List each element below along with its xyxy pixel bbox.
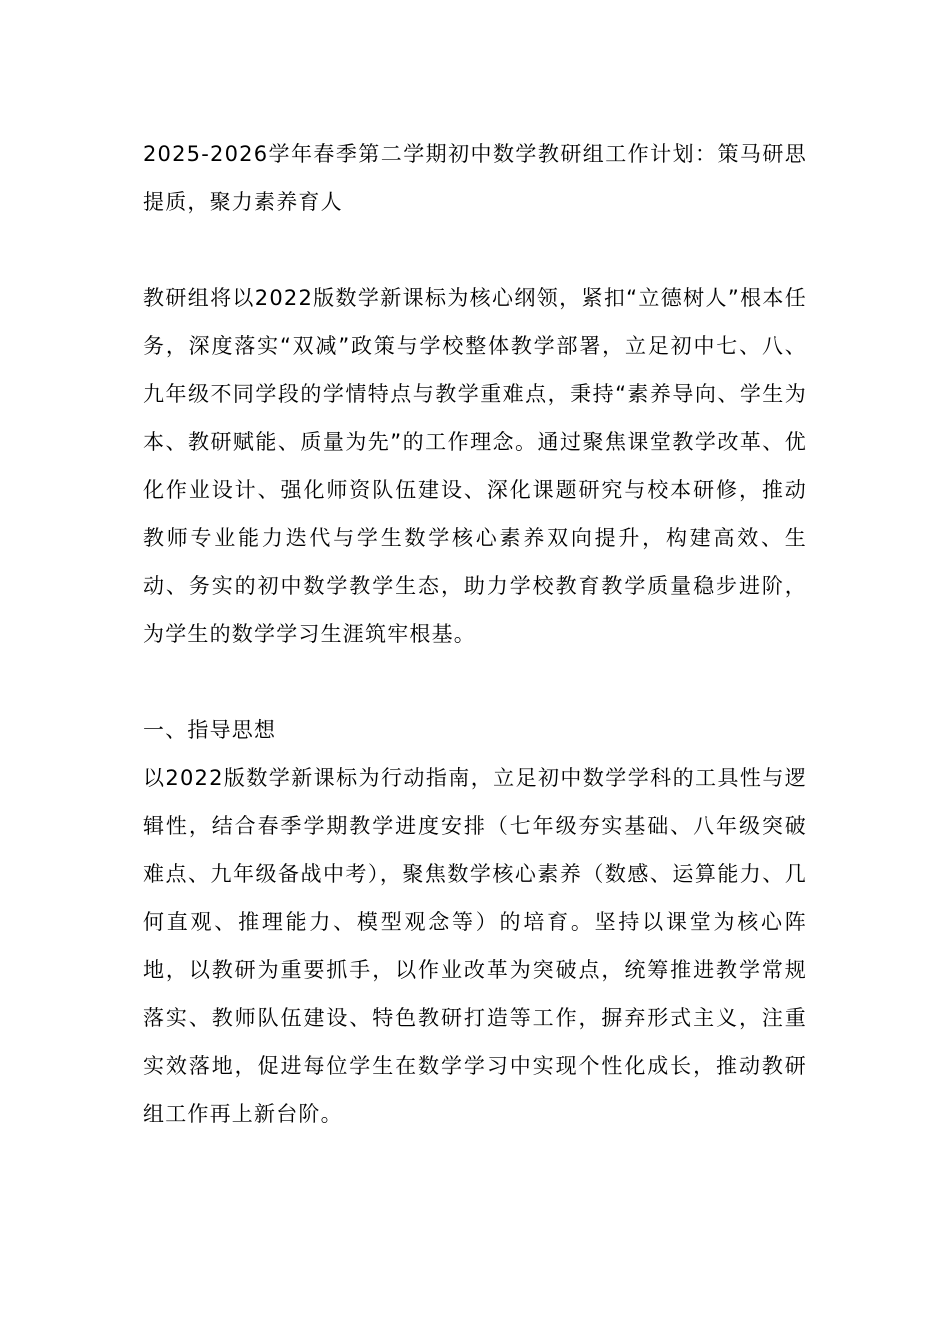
spacer	[143, 226, 807, 274]
document-title: 2025-2026学年春季第二学期初中数学教研组工作计划：策马研思提质，聚力素养育人	[143, 142, 807, 214]
section-body: 以2022版数学新课标为行动指南，立足初中数学学科的工具性与逻辑性，结合春季学期教学进度安排（七年级夯实基础、八年级突破难点、九年级备战中考），聚焦数学核心素养（数感、运算能力、几何直观、推理能力、模型观念等）的培育。坚持以课堂为核心阵地，以教研为重要抓手，以作业改革为突破点，统筹推进教学常规落实、教师队伍建设、特色教研打造等工作，摒弃形式主义，注重实效落地，促进每位学生在数学学习中实现个性化成长，推动教研组工作再上新台阶。	[143, 766, 807, 1126]
spacer	[143, 658, 807, 706]
document-page	[143, 130, 807, 1138]
intro-paragraph: 教研组将以2022版数学新课标为核心纲领，紧扣“立德树人”根本任务，深度落实“双减”政策与学校整体教学部署，立足初中七、八、九年级不同学段的学情特点与教学重难点，秉持“素养导向、学生为本、教研赋能、质量为先”的工作理念。通过聚焦课堂教学改革、优化作业设计、强化师资队伍建设、深化课题研究与校本研修，推动教师专业能力迭代与学生数学核心素养双向提升，构建高效、生动、务实的初中数学教学生态，助力学校教育教学质量稳步进阶，为学生的数学学习生涯筑牢根基。	[143, 286, 807, 646]
section-heading: 一、指导思想	[143, 718, 277, 742]
